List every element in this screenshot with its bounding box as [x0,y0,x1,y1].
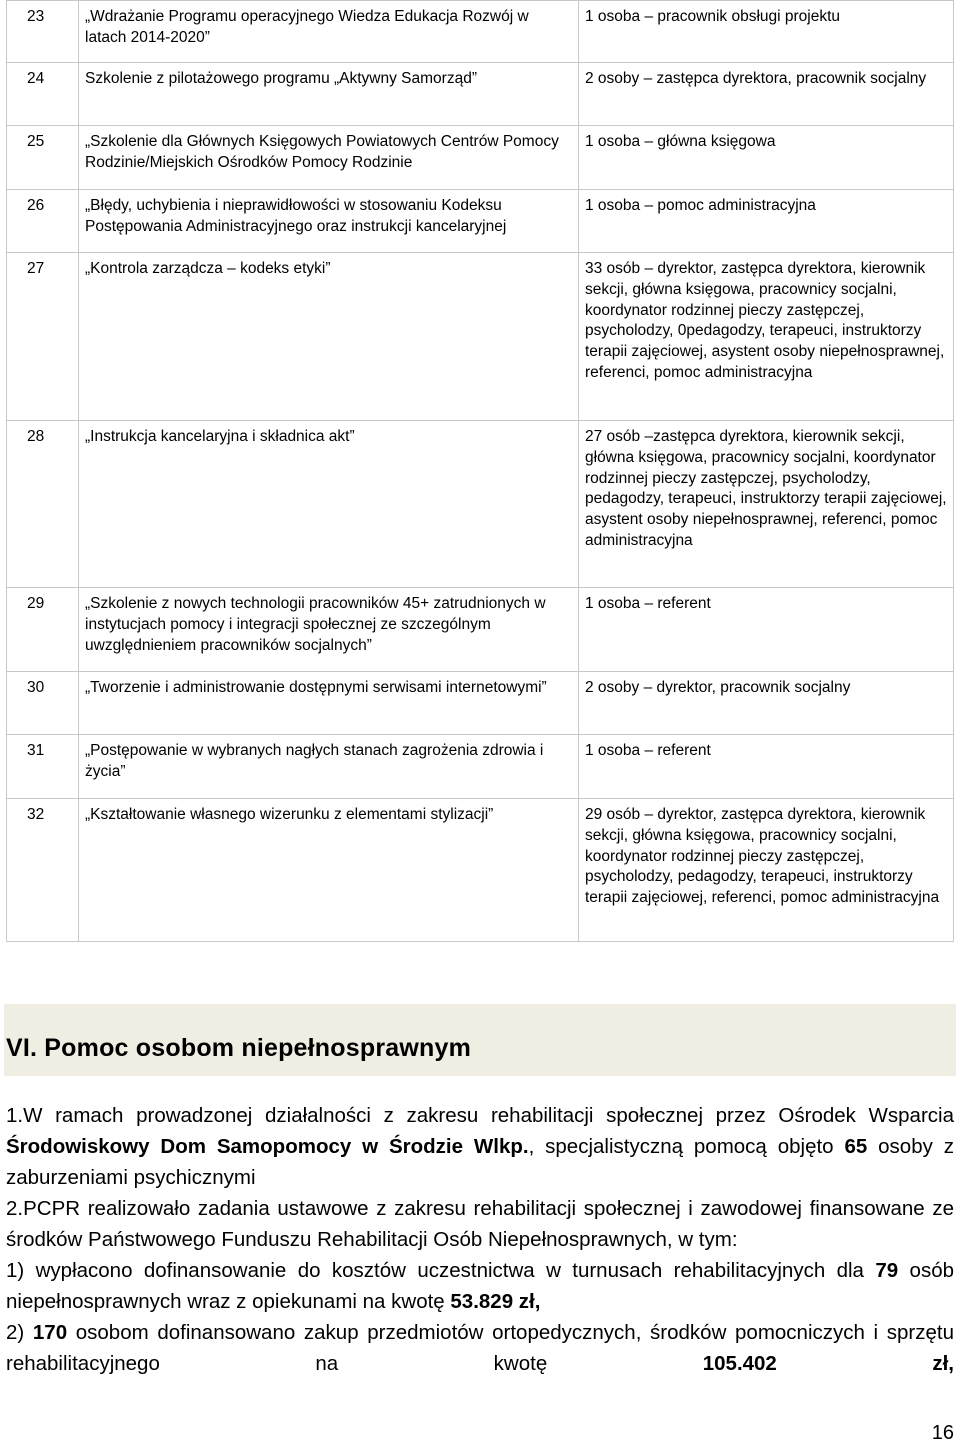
row-number: 29 [7,588,79,672]
participants: 1 osoba – referent [579,588,954,672]
row-number: 26 [7,190,79,253]
p1-text-3: osoby z zaburzeniami psychicznymi [6,1135,954,1189]
row-number: 25 [7,126,79,190]
table-row [7,190,954,253]
row-number: 30 [7,672,79,735]
row-number: 28 [7,421,79,588]
training-name: „Błędy, uchybienia i nieprawidłowości w stosowaniu Kodeksu Postępowania Administracyjnego oraz instrukcji kancelaryjnej [79,190,579,253]
p1-facility: Środowiskowy Dom Samopomocy w Środzie Wlkp. [6,1135,529,1158]
table-row [7,735,954,799]
p4-amount: 105.402 zł, [702,1352,954,1375]
participants: 2 osoby – dyrektor, pracownik socjalny [579,672,954,735]
p3-count: 79 [875,1259,899,1282]
training-table [6,0,954,942]
row-number: 31 [7,735,79,799]
p3-amount: 53.829 zł, [450,1290,541,1313]
table-row [7,672,954,735]
training-name: „Szkolenie z nowych technologii pracowników 45+ zatrudnionych w instytucjach pomocy i integracji społecznej ze szczególnym uwzględnieniem pracowników socjalnych” [79,588,579,672]
row-number: 23 [7,1,79,63]
section-title: VI. Pomoc osobom niepełnosprawnym [6,1034,472,1062]
training-name: „Kształtowanie własnego wizerunku z elementami stylizacji” [79,799,579,942]
training-name: „Wdrażanie Programu operacyjnego Wiedza Edukacja Rozwój w latach 2014-2020” [79,1,579,63]
table-row [7,799,954,942]
training-name: „Postępowanie w wybranych nagłych stanach zagrożenia zdrowia i życia” [79,735,579,799]
paragraph-3 [6,1255,954,1317]
section-body [6,1100,954,1379]
paragraph-2: 2.PCPR realizowało zadania ustawowe z zakresu rehabilitacji społecznej i zawodowej finansowane ze środków Państwowego Funduszu Rehabilitacji Osób Niepełnosprawnych, w tym: [6,1197,954,1251]
training-name: „Kontrola zarządcza – kodeks etyki” [79,253,579,421]
participants: 29 osób – dyrektor, zastępca dyrektora, kierownik sekcji, główna księgowa, pracownicy socjalni, koordynator rodzinnej pieczy zastępczej, psycholodzy, pedagodzy, terapeuci, instruktorzy terapii zajęciowej, referenci, pomoc administracyjna [579,799,954,942]
table-row [7,253,954,421]
page-number: 16 [931,1422,954,1444]
row-number: 24 [7,63,79,126]
participants: 2 osoby – zastępca dyrektora, pracownik socjalny [579,63,954,126]
row-number: 27 [7,253,79,421]
paragraph-4 [6,1317,954,1379]
table-row [7,1,954,63]
paragraph-1 [6,1100,954,1193]
training-name: „Tworzenie i administrowanie dostępnymi serwisami internetowymi” [79,672,579,735]
p3-text: 1) wypłacono dofinansowanie do kosztów uczestnictwa w turnusach rehabilitacyjnych dla [6,1259,876,1282]
training-name: Szkolenie z pilotażowego programu „Aktywny Samorząd” [79,63,579,126]
participants: 1 osoba – referent [579,735,954,799]
p4-text-2: osobom dofinansowano zakup przedmiotów ortopedycznych, środków pomocniczych i sprzętu rehabilitacyjnego na kwotę [6,1321,954,1375]
p4-text: 2) [6,1321,33,1344]
participants: 1 osoba – główna księgowa [579,126,954,190]
participants: 27 osób –zastępca dyrektora, kierownik sekcji, główna księgowa, pracownicy socjalni, koordynator rodzinnej pieczy zastępczej, psycholodzy, pedagodzy, terapeuci, instruktorzy terapii zajęciowej, asystent osoby niepełnosprawnej, referenci, pomoc administracyjna [579,421,954,588]
participants: 33 osób – dyrektor, zastępca dyrektora, kierownik sekcji, główna księgowa, pracownicy socjalni, koordynator rodzinnej pieczy zastępczej, psycholodzy, 0pedagodzy, terapeuci, instruktorzy terapii zajęciowej, asystent osoby niepełnosprawnej, referenci, pomoc administracyjna [579,253,954,421]
table-row [7,421,954,588]
training-name: „Instrukcja kancelaryjna i składnica akt” [79,421,579,588]
training-name: „Szkolenie dla Głównych Księgowych Powiatowych Centrów Pomocy Rodzinie/Miejskich Ośrodków Pomocy Rodzinie [79,126,579,190]
participants: 1 osoba – pomoc administracyjna [579,190,954,253]
table-row [7,63,954,126]
p4-count: 170 [32,1321,68,1344]
table-row [7,126,954,190]
table-row [7,588,954,672]
participants: 1 osoba – pracownik obsługi projektu [579,1,954,63]
p1-count: 65 [844,1135,868,1158]
p1-text-2: , specjalistyczną pomocą objęto [528,1135,845,1158]
p1-text: 1.W ramach prowadzonej działalności z zakresu rehabilitacji społecznej przez Ośrodek Wsparcia [6,1104,954,1127]
row-number: 32 [7,799,79,942]
p3-text-2: osób niepełnosprawnych wraz z opiekunami na kwotę [6,1259,954,1313]
